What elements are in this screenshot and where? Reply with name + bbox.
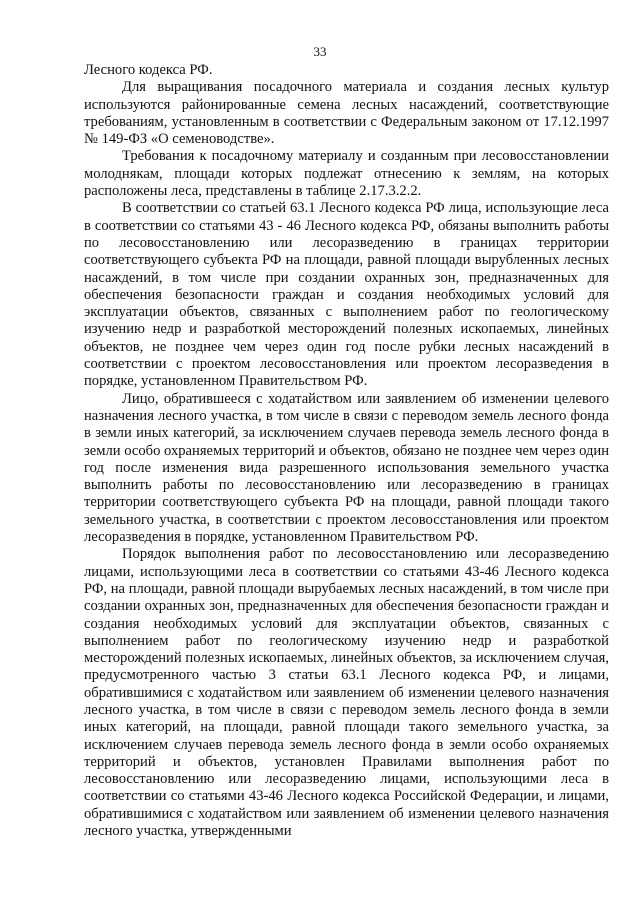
paragraph-seeds: Для выращивания посадочного материала и создания лесных культур используются районированные семена лесных насаждений, соответствующие требованиям, установленным в соответствии с Федеральным законом от 17.12.1997 № 149-ФЗ «О семеноводстве».: [84, 79, 609, 148]
page-number: 33: [313, 44, 327, 59]
body-text: [84, 62, 609, 840]
paragraph-procedure: Порядок выполнения работ по лесовосстановлению или лесоразведению лицами, использующими леса в соответствии со статьями 43-46 Лесного кодекса РФ, на площади, равной площади вырубаемых лесных насаждений, в том числе при создании охранных зон, предназначенных для обеспечения безопасности граждан и создания необходимых условий для эксплуатации объектов, связанных с выполнением работ по геологическому изучению недр и разработкой месторождений полезных ископаемых, линейных объектов, за исключением случая, предусмотренного частью 3 статьи 63.1 Лесного кодекса РФ, и лицами, обратившимися с ходатайством или заявлением об изменении целевого назначения лесного участка, в том числе в связи с переводом земель лесного фонда в земли иных категорий, на площади, равной площади такого земельного участка, за исключением случаев перевода земель лесного фонда в земли особо охраняемых территорий и объектов, установлен Правилами выполнения работ по лесовосстановлению или лесоразведению лицами, использующими леса в соответствии со статьями 43-46 Лесного кодекса Российской Федерации, и лицами, обратившимися с ходатайством или заявлением об изменении целевого назначения лесного участка, утвержденными: [84, 546, 609, 840]
paragraph-continuation: Лесного кодекса РФ.: [84, 62, 213, 78]
paragraph-article-63-1: В соответствии со статьей 63.1 Лесного кодекса РФ лица, использующие леса в соответствии со статьями 43 - 46 Лесного кодекса РФ, обязаны выполнить работы по лесовосстановлению или лесоразведению в границах территории соответствующего субъекта РФ на площади, равной площади вырубленных лесных насаждений, в том числе при создании охранных зон, предназначенных для обеспечения безопасности граждан и создания необходимых условий для эксплуатации объектов, связанных с выполнением работ по геологическому изучению недр и разработкой месторождений полезных ископаемых, линейных объектов, не позднее чем через один год после рубки лесных насаждений в соответствии с проектом лесовосстановления или проектом лесоразведения в порядке, установленном Правительством РФ.: [84, 200, 609, 390]
paragraph-person-petition: Лицо, обратившееся с ходатайством или заявлением об изменении целевого назначения лесного участка, в том числе в связи с переводом земель лесного фонда в земли иных категорий, за исключением случаев перевода земель лесного фонда в земли особо охраняемых территорий и объектов, обязано не позднее чем через один год после изменения вида разрешенного использования земельного участка выполнить работы по лесовосстановлению или лесоразведению в границах территории соответствующего субъекта РФ на площади, равной площади такого земельного участка, в соответствии с проектом лесовосстановления или проектом лесоразведения в порядке, установленном Правительством РФ.: [84, 390, 609, 546]
paragraph-requirements: Требования к посадочному материалу и созданным при лесовосстановлении молоднякам, площади которых подлежат отнесению к землям, на которых расположены леса, представлены в таблице 2.17.3.2.2.: [84, 148, 609, 200]
